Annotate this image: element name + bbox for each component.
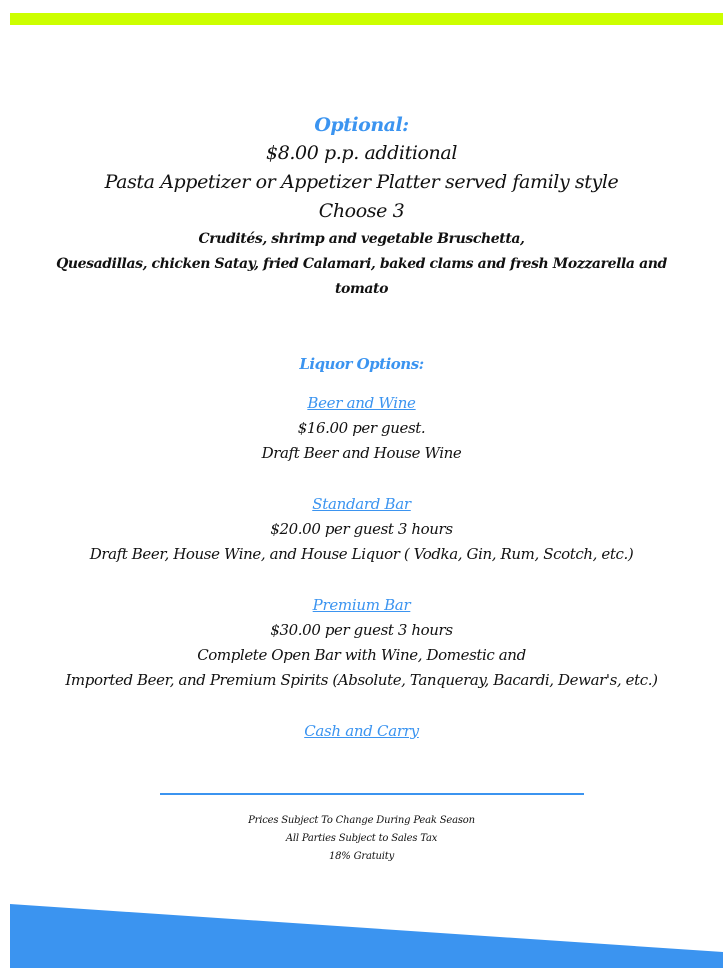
optional-description: Pasta Appetizer or Appetizer Platter served family style: [104, 171, 619, 193]
standard-bar-detail: Draft Beer, House Wine, and House Liquor ( Vodka, Gin, Rum, Scotch, etc.): [89, 545, 634, 563]
optional-price: $8.00 p.p. additional: [266, 142, 457, 164]
bottom-blue-wedge: [0, 900, 723, 968]
standard-bar-price: $20.00 per guest 3 hours: [270, 520, 453, 538]
premium-bar-price: $30.00 per guest 3 hours: [270, 621, 453, 639]
premium-bar-title: Premium Bar: [312, 596, 411, 614]
optional-items-line1: Crudités, shrimp and vegetable Bruschetta,: [198, 231, 525, 247]
optional-items-line2: Quesadillas, chicken Satay, fried Calamari, baked clams and fresh Mozzarella and: [56, 256, 667, 272]
footer-line2: All Parties Subject to Sales Tax: [285, 833, 438, 844]
footer-line1: Prices Subject To Change During Peak Season: [248, 815, 475, 826]
optional-heading: Optional:: [314, 114, 409, 136]
beer-wine-price: $16.00 per guest.: [297, 419, 426, 437]
footer-line3: 18% Gratuity: [328, 851, 395, 862]
premium-bar-detail-line2: Imported Beer, and Premium Spirits (Absolute, Tanqueray, Bacardi, Dewar's, etc.): [65, 671, 658, 689]
optional-items-line3: tomato: [334, 281, 389, 297]
premium-bar-detail-line1: Complete Open Bar with Wine, Domestic and: [197, 646, 526, 664]
top-accent-bar: [10, 13, 723, 25]
standard-bar-title: Standard Bar: [312, 495, 411, 513]
optional-choose: Choose 3: [318, 200, 405, 222]
cash-carry-title: Cash and Carry: [304, 722, 419, 740]
beer-wine-detail: Draft Beer and House Wine: [261, 444, 462, 462]
liquor-options-heading: Liquor Options:: [299, 355, 424, 373]
beer-wine-title: Beer and Wine: [307, 394, 416, 412]
divider: [160, 793, 584, 795]
